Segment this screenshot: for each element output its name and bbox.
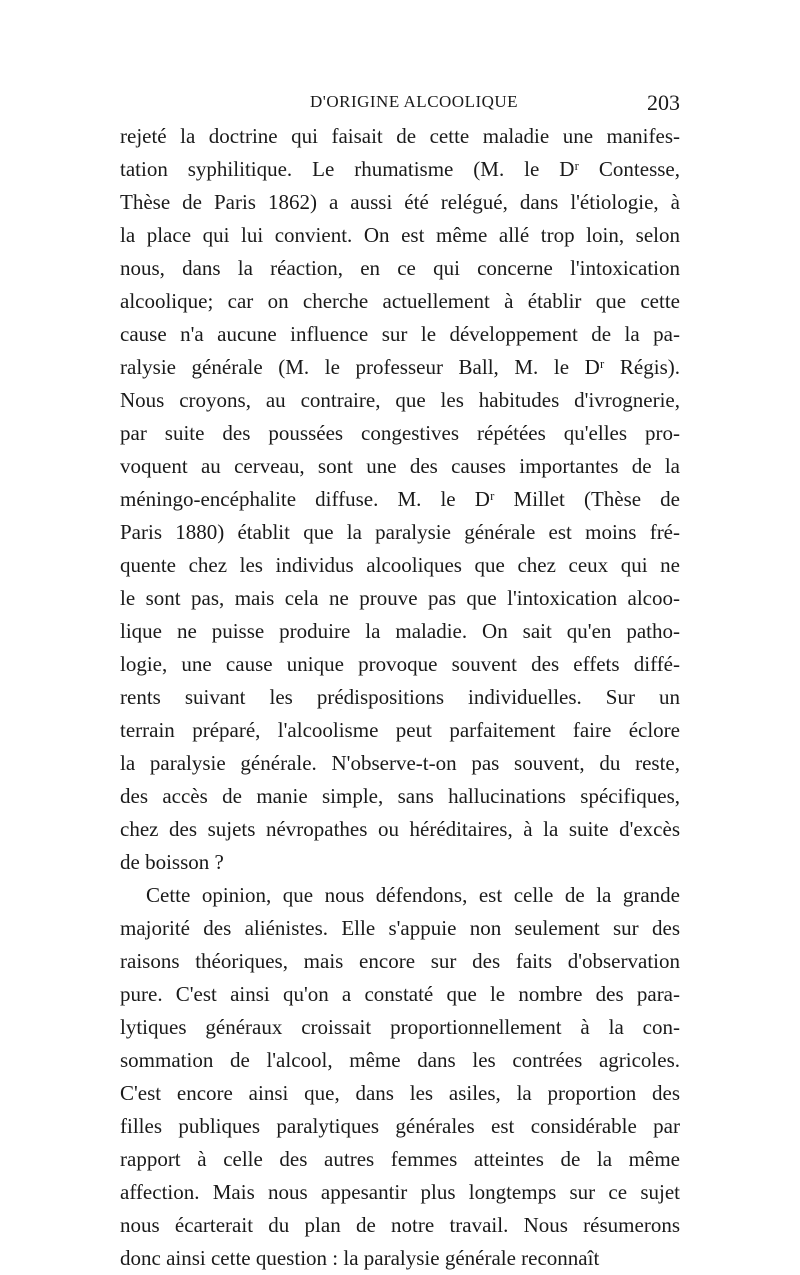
text-line: raisons théoriques, mais encore sur des faits d'observation xyxy=(120,949,680,973)
text-line: majorité des aliénistes. Elle s'appuie non seulement sur des xyxy=(120,916,680,940)
text-line: alcoolique; car on cherche actuellement à établir que cette xyxy=(120,289,680,313)
text-line: nous, dans la réaction, en ce qui concerne l'intoxication xyxy=(120,256,680,280)
text-line: pure. C'est ainsi qu'on a constaté que le nombre des para- xyxy=(120,982,680,1006)
text-line: la place qui lui convient. On est même allé trop loin, selon xyxy=(120,223,680,247)
text-line: Thèse de Paris 1862) a aussi été relégué, dans l'étiologie, à xyxy=(120,190,680,214)
paragraph xyxy=(120,120,680,879)
text-line: terrain préparé, l'alcoolisme peut parfaitement faire éclore xyxy=(120,718,680,742)
text-line: cause n'a aucune influence sur le développement de la pa- xyxy=(120,322,680,346)
text-line: par suite des poussées congestives répétées qu'elles pro- xyxy=(120,421,680,445)
text-line: méningo-encéphalite diffuse. M. le Dʳ Millet (Thèse de xyxy=(120,487,680,511)
text-line: affection. Mais nous appesantir plus longtemps sur ce sujet xyxy=(120,1180,680,1204)
text-line: donc ainsi cette question : la paralysie générale reconnaît xyxy=(120,1246,600,1270)
text-line: Paris 1880) établit que la paralysie générale est moins fré- xyxy=(120,520,680,544)
text-line: voquent au cerveau, sont une des causes importantes de la xyxy=(120,454,680,478)
text-line: ralysie générale (M. le professeur Ball, M. le Dʳ Régis). xyxy=(120,355,680,379)
text-line: filles publiques paralytiques générales est considérable par xyxy=(120,1114,680,1138)
text-line: chez des sujets névropathes ou héréditaires, à la suite d'excès xyxy=(120,817,680,841)
text-line: rents suivant les prédispositions individuelles. Sur un xyxy=(120,685,680,709)
text-line: lique ne puisse produire la maladie. On sait qu'en patho- xyxy=(120,619,680,643)
text-line: quente chez les individus alcooliques que chez ceux qui ne xyxy=(120,553,680,577)
text-line: de boisson ? xyxy=(120,850,224,874)
text-line: tation syphilitique. Le rhumatisme (M. le Dʳ Contesse, xyxy=(120,157,680,181)
text-line: C'est encore ainsi que, dans les asiles, la proportion des xyxy=(120,1081,680,1105)
text-line: Cette opinion, que nous défendons, est celle de la grande xyxy=(146,883,680,907)
paragraph xyxy=(120,879,680,1275)
body-text xyxy=(120,120,680,1275)
text-line: lytiques généraux croissait proportionnellement à la con- xyxy=(120,1015,680,1039)
text-line: Nous croyons, au contraire, que les habitudes d'ivrognerie, xyxy=(120,388,680,412)
page-number: 203 xyxy=(647,90,680,115)
text-line: rejeté la doctrine qui faisait de cette maladie une manifes- xyxy=(120,124,680,148)
text-line: des accès de manie simple, sans hallucinations spécifiques, xyxy=(120,784,680,808)
page-header xyxy=(120,90,680,120)
text-line: nous écarterait du plan de notre travail. Nous résumerons xyxy=(120,1213,680,1237)
running-head: D'ORIGINE ALCOOLIQUE xyxy=(310,92,519,111)
text-line: la paralysie générale. N'observe-t-on pas souvent, du reste, xyxy=(120,751,680,775)
text-line: logie, une cause unique provoque souvent des effets diffé- xyxy=(120,652,680,676)
text-line: sommation de l'alcool, même dans les contrées agricoles. xyxy=(120,1048,680,1072)
text-line: rapport à celle des autres femmes atteintes de la même xyxy=(120,1147,680,1171)
text-line: le sont pas, mais cela ne prouve pas que l'intoxication alcoo- xyxy=(120,586,680,610)
